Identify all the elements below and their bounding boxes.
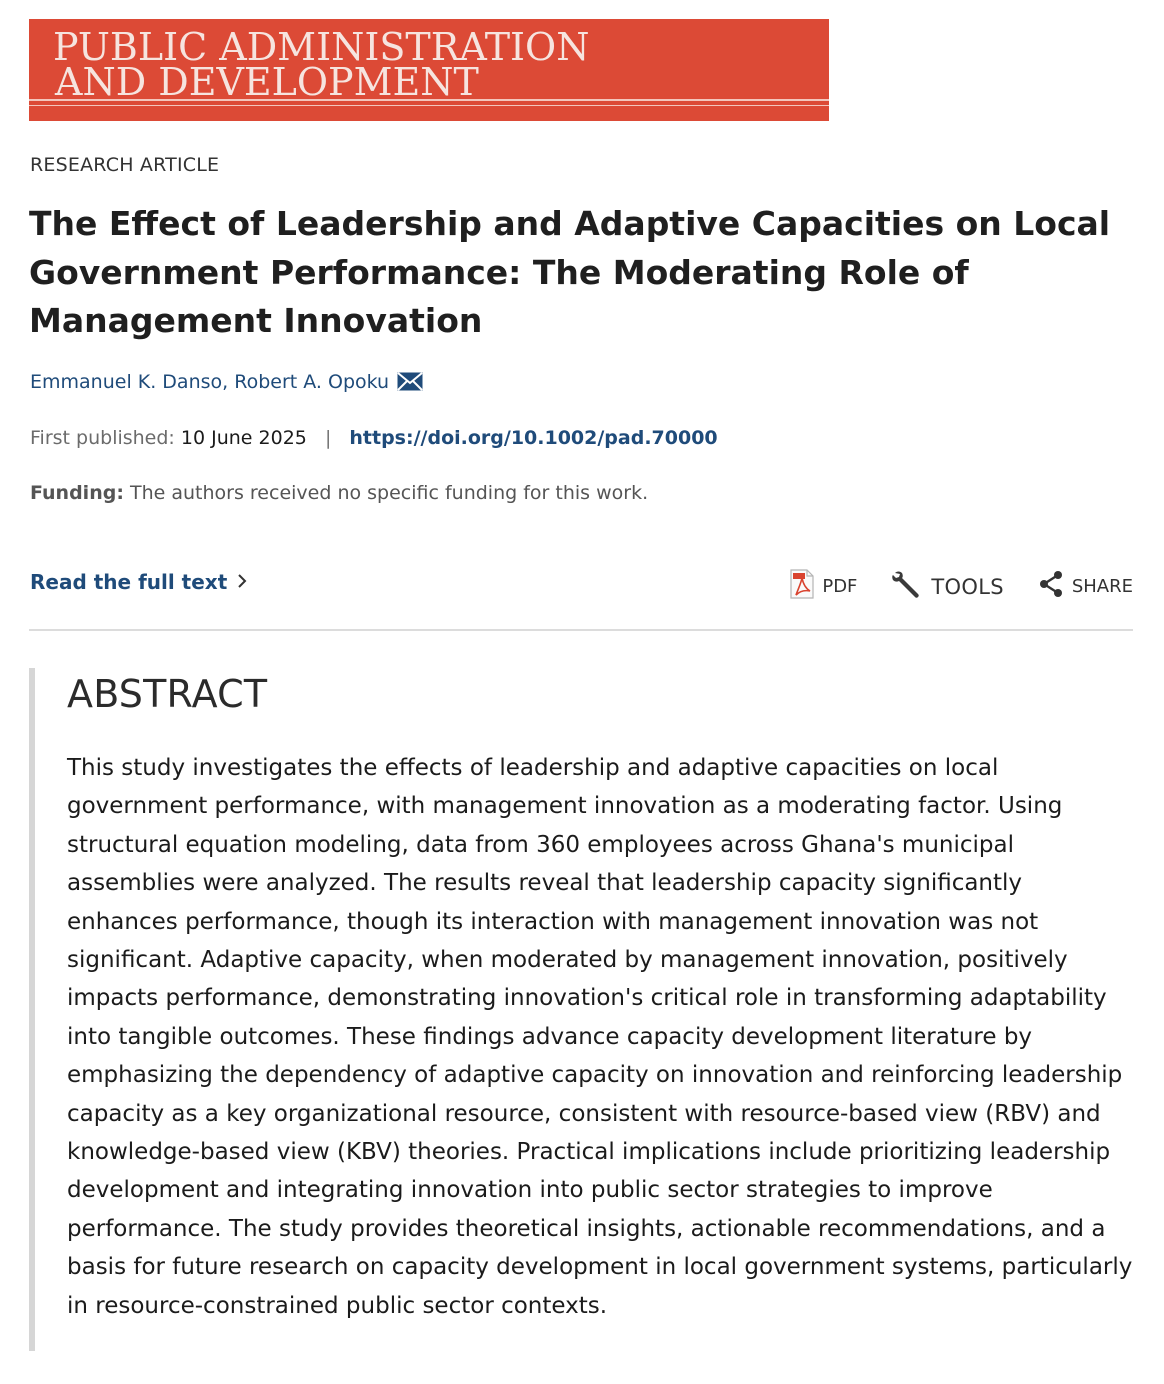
- section-divider: [29, 629, 1133, 631]
- funding-statement: [30, 482, 648, 504]
- article-type: RESEARCH ARTICLE: [30, 154, 220, 176]
- funding-text: The authors received no specific funding for this work.: [129, 482, 649, 504]
- envelope-icon[interactable]: [397, 372, 423, 396]
- journal-title-line-2: AND DEVELOPMENT: [55, 60, 479, 104]
- read-full-text-label: Read the full text: [30, 570, 228, 594]
- author-link[interactable]: Emmanuel K. Danso: [30, 371, 223, 393]
- author-list: [30, 371, 423, 396]
- share-icon: [1038, 570, 1064, 603]
- author-link[interactable]: Robert A. Opoku: [234, 371, 390, 393]
- chevron-right-icon: [237, 570, 247, 594]
- article-toolbar: [756, 568, 1133, 605]
- journal-banner[interactable]: [29, 19, 829, 121]
- author-separator: ,: [222, 371, 235, 393]
- abstract-section: [29, 668, 1139, 1351]
- read-full-text-link[interactable]: [30, 570, 247, 594]
- article-title: The Effect of Leadership and Adaptive Capacities on Local Government Performance: The Moderating Role of Management Innovation: [29, 204, 1111, 340]
- pdf-icon: [790, 569, 814, 604]
- banner-rule-thin: [29, 105, 829, 106]
- tools-label: TOOLS: [931, 574, 1004, 599]
- abstract-heading: ABSTRACT: [67, 672, 268, 716]
- doi-link[interactable]: https://doi.org/10.1002/pad.70000: [349, 427, 718, 449]
- abstract-left-border: [29, 668, 35, 1351]
- separator: |: [324, 427, 332, 449]
- journal-title-line-1: PUBLIC ADMINISTRATION: [53, 25, 590, 69]
- first-published-date: 10 June 2025: [180, 427, 307, 449]
- tools-button[interactable]: [891, 568, 1003, 605]
- abstract-text: This study investigates the effects of leadership and adaptive capacities on local government performance, with management innovation as a moderating factor. Using structural equation modeling, data from 360 employees across Ghana's municipal assemblies were analyzed. The results reveal that leadership capacity significantly enhances performance, though its interaction with management innovation was not significant. Adaptive capacity, when moderated by management innovation, positively impacts performance, demonstrating innovation's critical role in transforming adaptability into tangible outcomes. These findings advance capacity development literature by emphasizing the dependency of adaptive capacity on innovation and reinforcing leadership capacity as a key organizational resource, consistent with resource-based view (RBV) and knowledge-based view (KBV) theories. Practical implications include prioritizing leadership development and integrating innovation into public sector strategies to improve performance. The study provides theoretical insights, actionable recommendations, and a basis for future research on capacity development in local government systems, particularly in resource-constrained public sector contexts.: [67, 755, 1133, 1319]
- share-label: SHARE: [1071, 576, 1133, 597]
- pdf-label: PDF: [822, 576, 858, 597]
- first-published-label: First published:: [30, 427, 175, 449]
- publication-info: [30, 427, 718, 449]
- pdf-button[interactable]: [790, 569, 857, 604]
- wrench-icon: [891, 568, 923, 605]
- funding-label: Funding:: [30, 482, 124, 504]
- share-button[interactable]: [1038, 570, 1133, 603]
